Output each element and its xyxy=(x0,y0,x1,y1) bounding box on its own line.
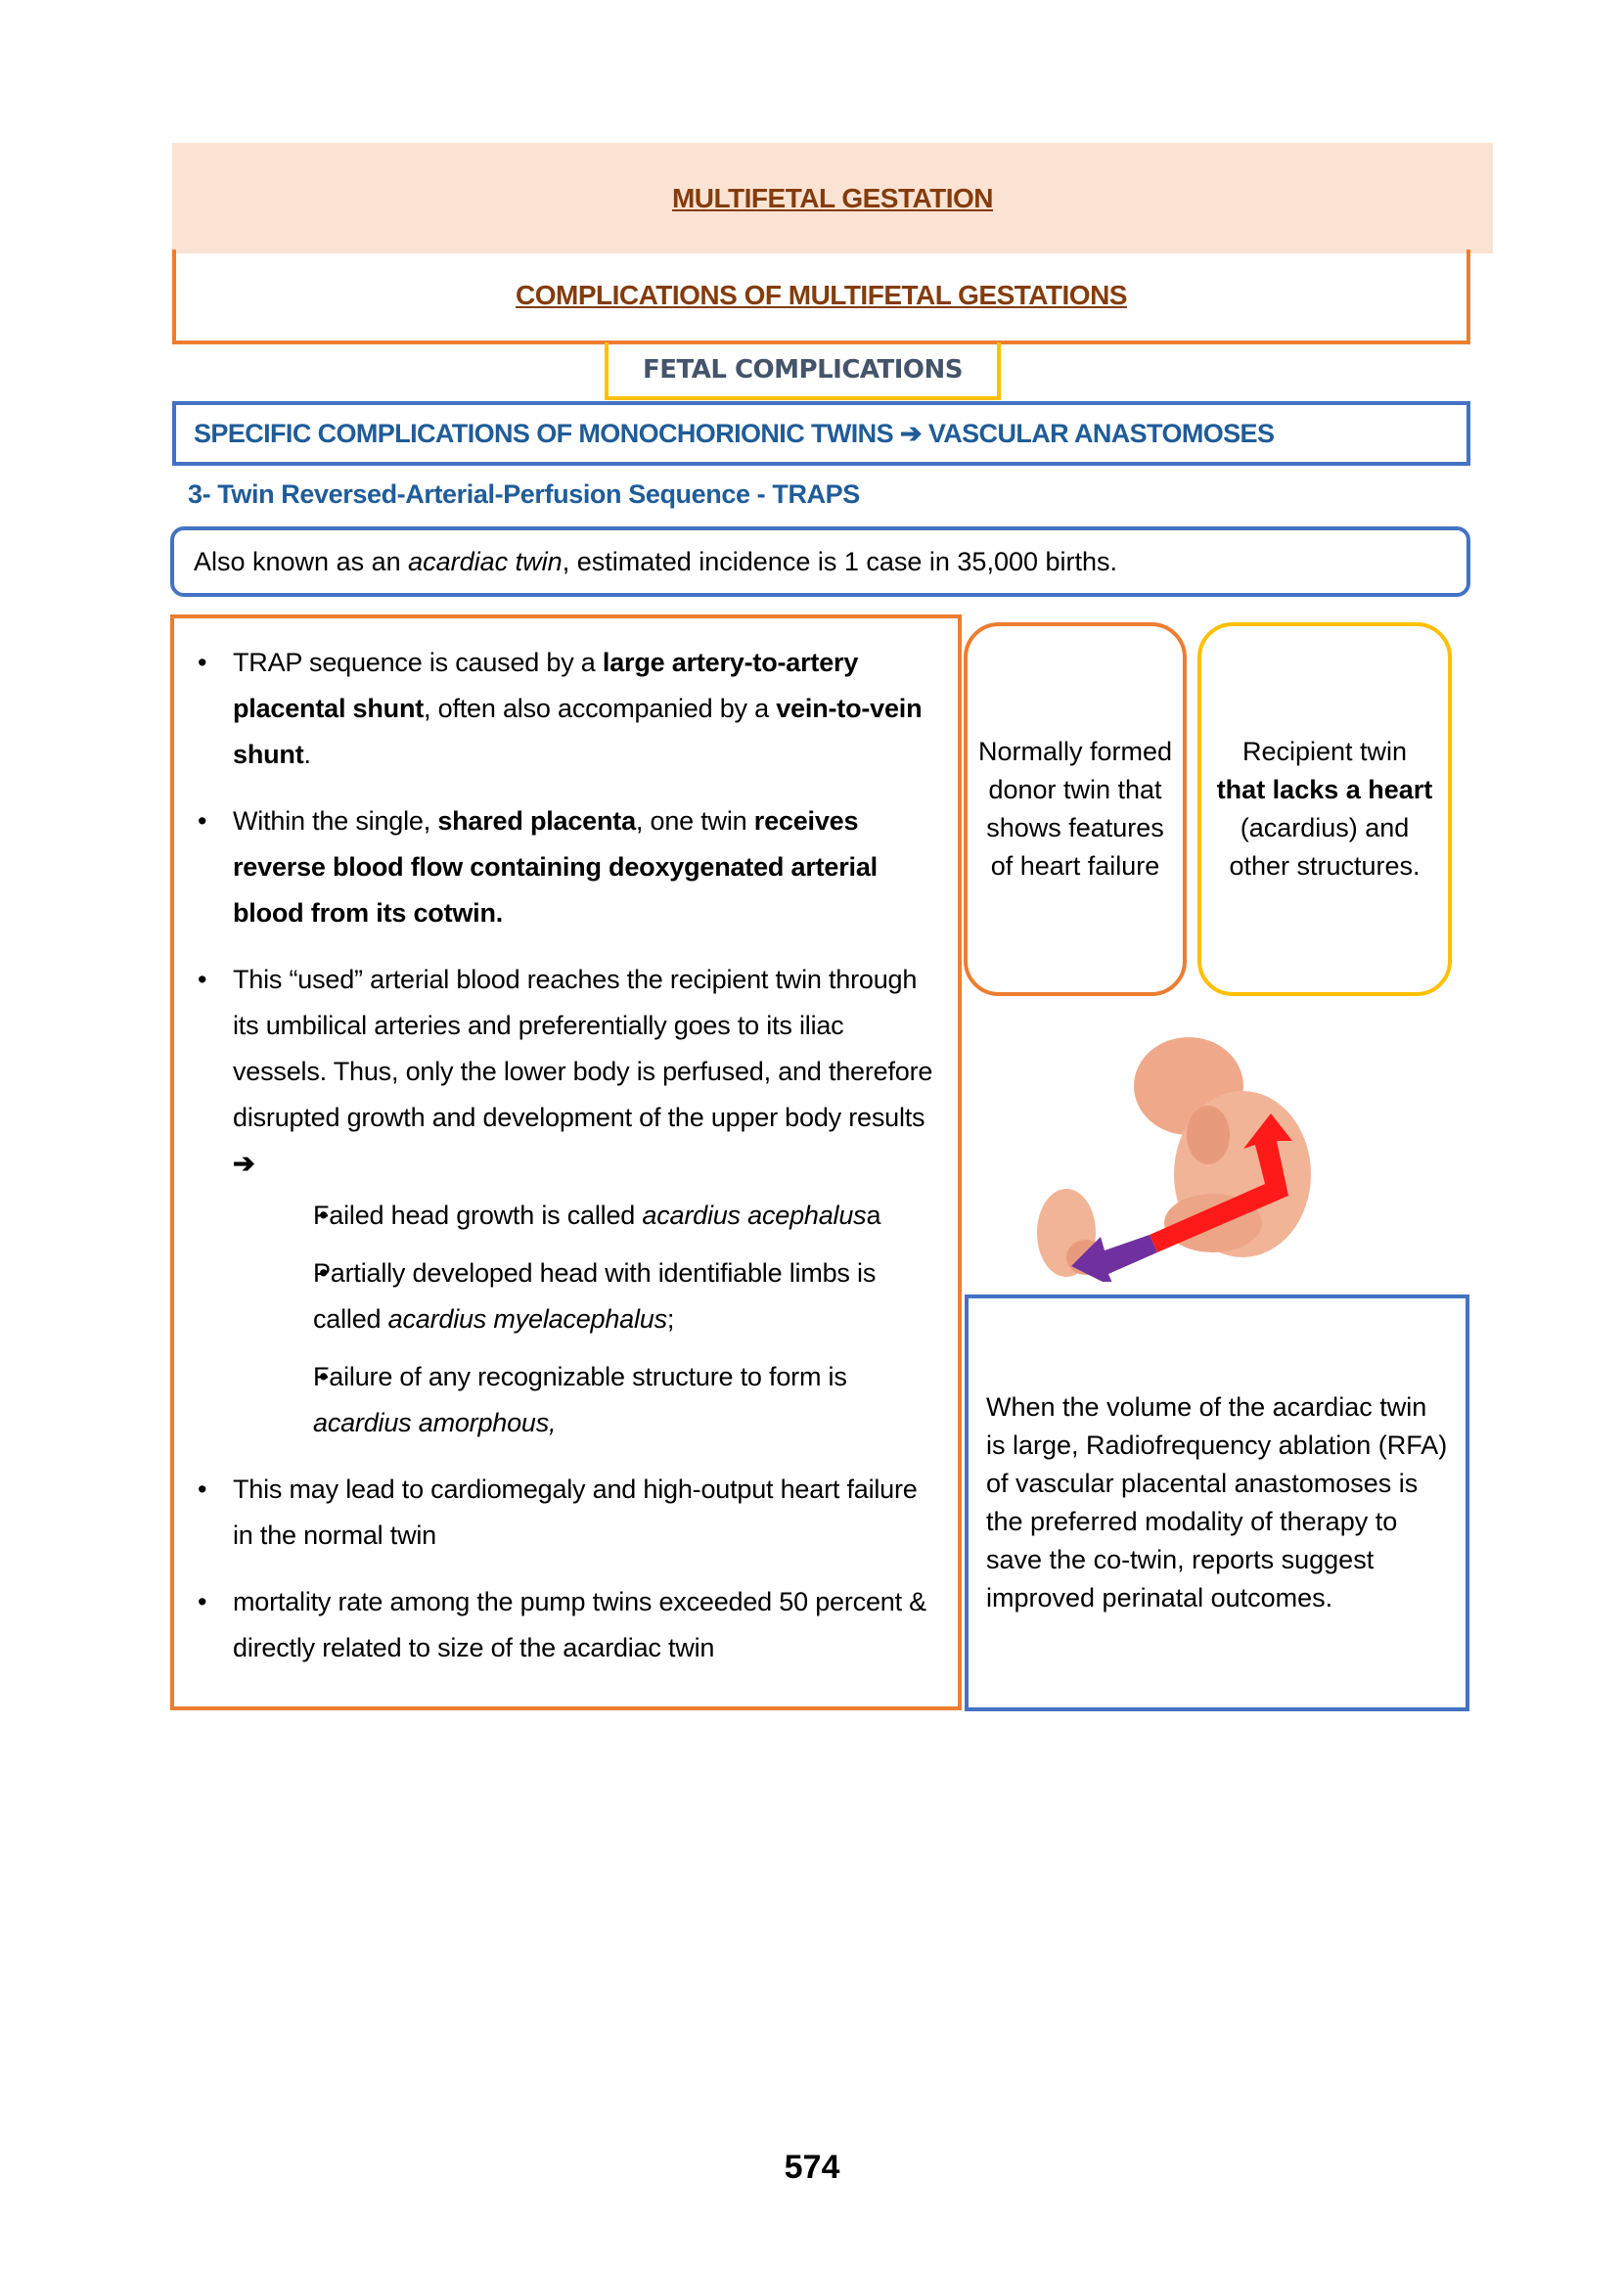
topic-right: VASCULAR ANASTOMOSES xyxy=(927,418,1275,448)
page-title xyxy=(172,143,1493,253)
page-number: 574 xyxy=(784,2149,840,2186)
list-item: • This may lead to cardiomegaly and high-output heart failure in the normal twin xyxy=(192,1467,938,1559)
mechanism-box xyxy=(170,614,962,1710)
topic-text xyxy=(194,419,1274,449)
category-text: FETAL COMPLICATIONS xyxy=(642,354,963,385)
section-title: 3- Twin Reversed-Arterial-Perfusion Sequence - TRAPS xyxy=(188,479,860,509)
recipient-twin-box xyxy=(1197,622,1452,996)
list-item: • mortality rate among the pump twins exceeded 50 percent & directly related to size of the acardiac twin xyxy=(192,1579,938,1671)
twin-fetuses-illustration xyxy=(1032,1027,1355,1282)
aka-italic: acardiac twin xyxy=(408,546,563,576)
fetus-figure-icon xyxy=(1032,1027,1355,1282)
sub-bullet-list xyxy=(233,1193,938,1446)
bullet-list xyxy=(192,640,938,1671)
donor-twin-box xyxy=(964,622,1187,996)
sub-list-item: • Failure of any recognizable structure to form is acardius amorphous, xyxy=(274,1354,938,1446)
recipient-twin-text: Recipient twin that lacks a heart (acardius) and other structures. xyxy=(1216,737,1433,881)
topic-left: SPECIFIC COMPLICATIONS OF MONOCHORIONIC TWINS xyxy=(194,418,893,448)
aka-text: Also known as an acardiac twin, estimated incidence is 1 case in 35,000 births. xyxy=(194,546,1118,576)
sub-list-item: • Partially developed head with identifiable limbs is called acardius myelacephalus; xyxy=(274,1250,938,1342)
subtitle-text: COMPLICATIONS OF MULTIFETAL GESTATIONS xyxy=(516,279,1127,310)
list-item: • This “used” arterial blood reaches the recipient twin through its umbilical arteries and preferentially goes to its iliac vessels. Thus, only the lower body is perfused, and therefore disrupted growth and development of the upper body results ➔ • Failed head growth is called acardius acephalusa • Partially developed head with identifiable limbs is called acardius myelacephalus; • Failure of any recognizable structure to form is acardius amorphous, xyxy=(192,957,938,1446)
treatment-text: When the volume of the acardiac twin is large, Radiofrequency ablation (RFA) of vascular placental anastomoses is the preferred modality of therapy to save the co-twin, reports suggest improved perinatal outcomes. xyxy=(986,1392,1448,1612)
list-item: • TRAP sequence is caused by a large artery-to-artery placental shunt, often also accompanied by a vein-to-vein shunt. xyxy=(192,640,938,778)
page-title-text: MULTIFETAL GESTATION xyxy=(671,182,994,213)
sub-list-item: • Failed head growth is called acardius acephalusa xyxy=(274,1193,938,1239)
treatment-box xyxy=(965,1294,1469,1711)
donor-twin-text: Normally formed donor twin that shows features of heart failure xyxy=(977,737,1173,881)
aka-box xyxy=(170,526,1470,597)
subtitle-box xyxy=(172,250,1470,344)
topic-box xyxy=(172,401,1470,466)
category-box xyxy=(605,342,1001,400)
arrow-right-icon: ➔ xyxy=(233,1149,255,1178)
arrow-right-icon: ➔ xyxy=(899,418,922,448)
list-item: • Within the single, shared placenta, one twin receives reverse blood flow containing deoxygenated arterial blood from its cotwin. xyxy=(192,798,938,936)
